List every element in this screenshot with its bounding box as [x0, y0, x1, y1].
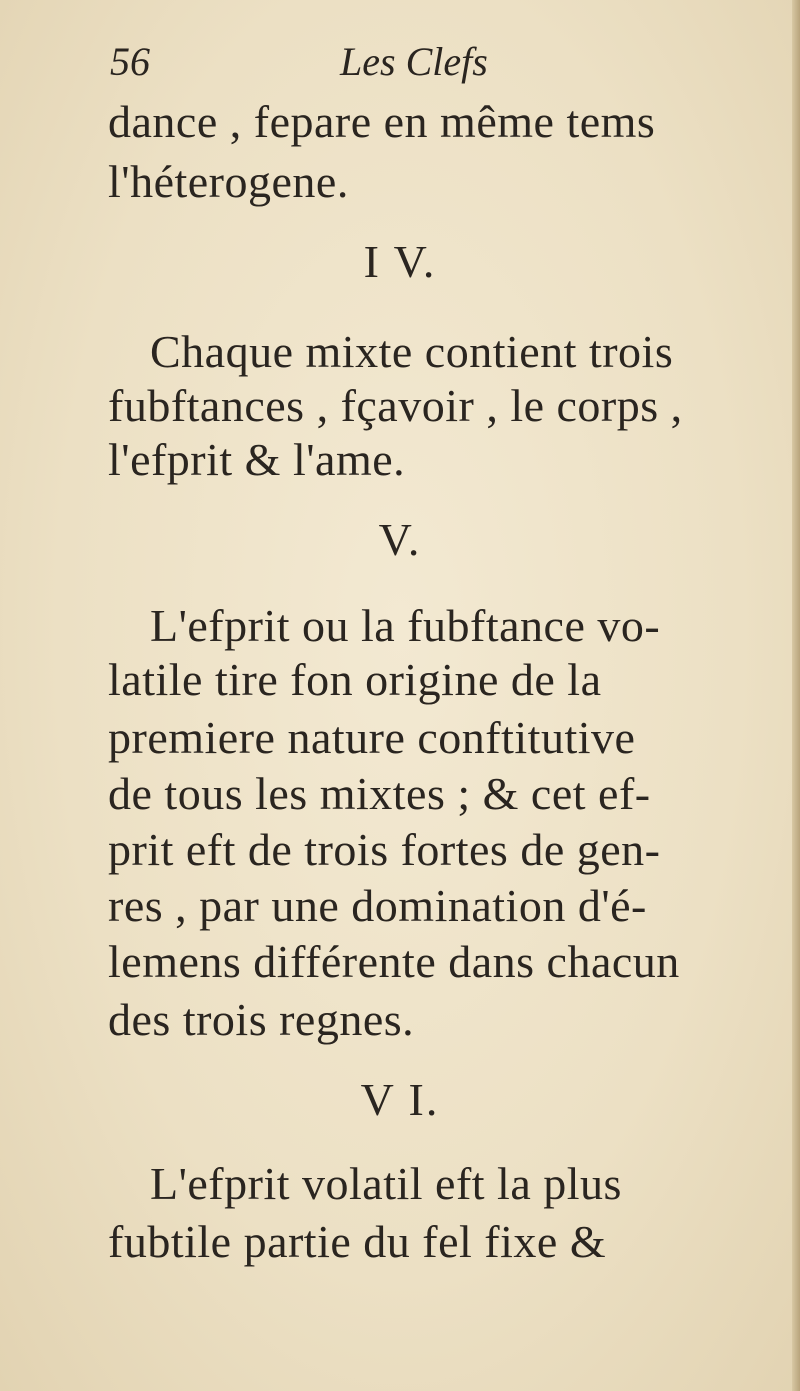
text-line: fubftances , fçavoir , le corps ,: [108, 380, 683, 431]
section-heading: I V.: [363, 236, 437, 287]
section-heading: V.: [378, 514, 422, 565]
text-line: L'efprit volatil eft la plus: [150, 1158, 622, 1209]
text-line: Chaque mixte contient trois: [150, 326, 674, 377]
text-line: premiere nature conftitutive: [108, 712, 636, 763]
text-line: lemens différente dans chacun: [108, 936, 680, 987]
running-head: Les Clefs: [340, 39, 488, 84]
section-heading: V I.: [360, 1074, 440, 1125]
text-line: l'héterogene.: [108, 156, 349, 207]
text-line: de tous les mixtes ; & cet ef-: [108, 768, 651, 819]
text-line: fubtile partie du fel fixe &: [108, 1216, 607, 1267]
text-line: latile tire fon origine de la: [108, 654, 602, 705]
text-line: L'efprit ou la fubftance vo-: [150, 600, 661, 651]
text-line: prit eft de trois fortes de gen-: [108, 824, 661, 875]
text-line: res , par une domination d'é-: [108, 880, 647, 931]
page-number: 56: [110, 39, 150, 84]
text-line: des trois regnes.: [108, 994, 415, 1045]
text-line: l'efprit & l'ame.: [108, 434, 406, 485]
page-header: [110, 38, 530, 98]
text-line: dance , fepare en même tems: [108, 96, 656, 147]
